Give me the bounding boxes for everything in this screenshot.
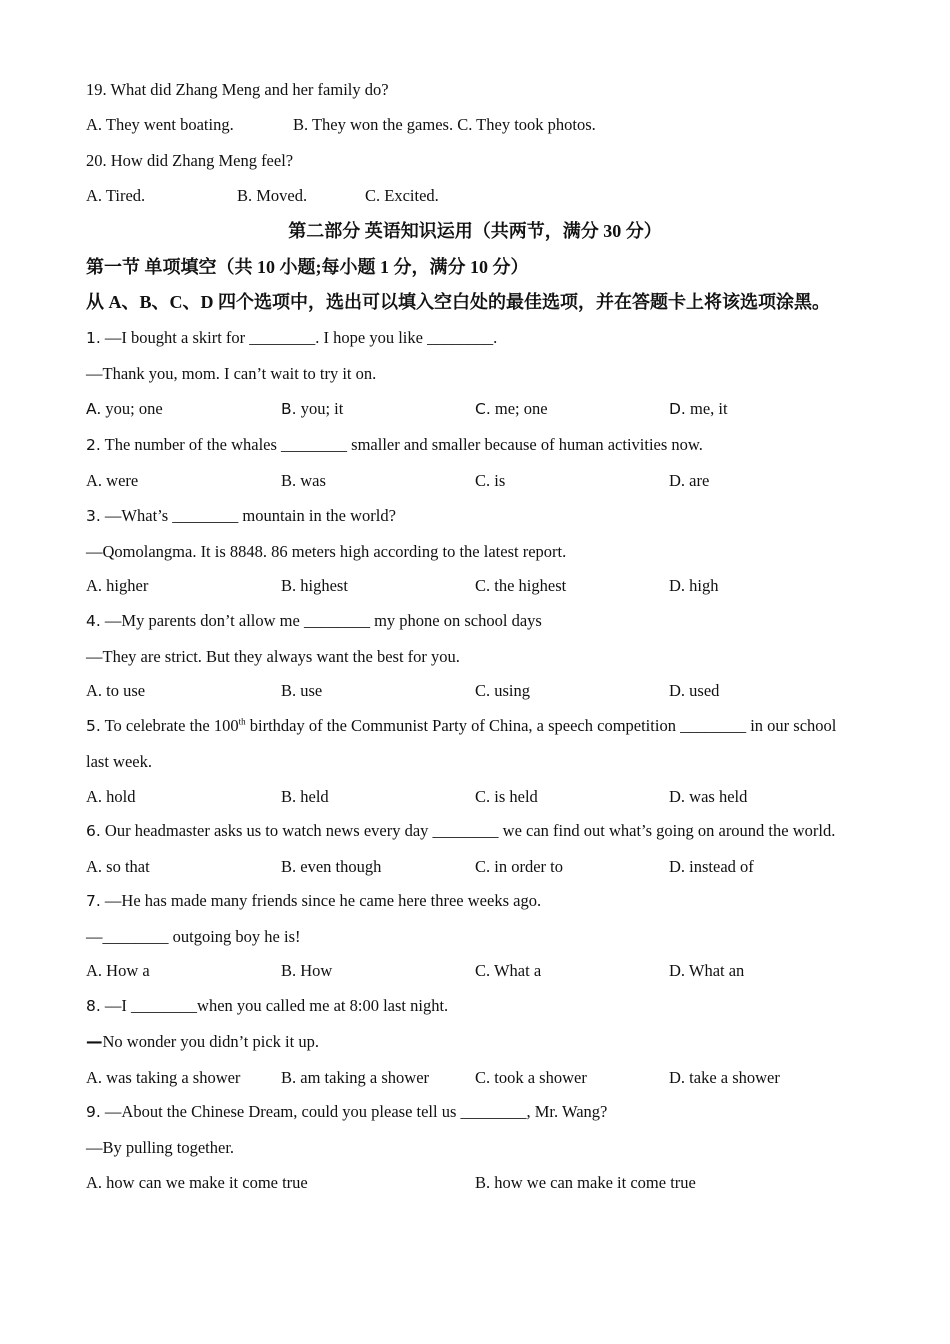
question-8-options (86, 1068, 886, 1088)
option-b (281, 399, 343, 419)
question-number: 8. (86, 997, 101, 1015)
option-text: you; it (296, 399, 344, 418)
question-text-cont: birthday of the Communist Party of China, a speech competition ________ in our school (245, 716, 837, 735)
reply-dash: — (86, 1032, 103, 1051)
question-text: Our headmaster asks us to watch news every day ________ we can find out what’s going on around the world. (104, 821, 836, 840)
question-number: 5. (86, 717, 101, 735)
question-number: 7. (86, 892, 101, 910)
question-9-reply: —By pulling together. (86, 1138, 235, 1157)
option-a: A. to use (86, 681, 146, 700)
option-a: A. How a (86, 961, 150, 980)
option-c: C. is held (475, 787, 538, 806)
question-text: —He has made many friends since he came here three weeks ago. (104, 891, 542, 910)
option-b: B. how we can make it come true (475, 1173, 696, 1192)
option-letter: C. (475, 400, 491, 418)
option-b: B. am taking a shower (281, 1068, 430, 1087)
question-number: 2. (86, 436, 101, 454)
question-8-reply (86, 1032, 319, 1052)
option-d: D. was held (669, 787, 748, 806)
option-text: me, it (685, 399, 728, 418)
question-7 (86, 891, 541, 911)
question-4 (86, 611, 542, 631)
option-a: A. Tired. (86, 186, 146, 205)
question-9-options (86, 1173, 886, 1193)
question-4-reply: —They are strict. But they always want the best for you. (86, 647, 460, 666)
question-20: 20. How did Zhang Meng feel? (86, 151, 294, 170)
question-6 (86, 821, 835, 841)
question-20-options (86, 186, 886, 206)
option-d: D. instead of (669, 857, 754, 876)
question-19: 19. What did Zhang Meng and her family do? (86, 80, 389, 99)
option-c: C. the highest (475, 576, 567, 595)
option-a: A. was taking a shower (86, 1068, 241, 1087)
question-text: —About the Chinese Dream, could you please tell us ________, Mr. Wang? (104, 1102, 608, 1121)
question-4-options (86, 681, 886, 701)
option-b: B. use (281, 681, 323, 700)
question-6-options (86, 857, 886, 877)
option-c: C. What a (475, 961, 542, 980)
ordinal-suffix: th (238, 716, 246, 727)
option-b-c: B. They won the games. C. They took photos. (293, 115, 596, 134)
option-a (86, 399, 163, 419)
option-d (669, 399, 728, 419)
question-number: 6. (86, 822, 101, 840)
option-d: D. take a shower (669, 1068, 780, 1087)
question-7-reply: —________ outgoing boy he is! (86, 927, 301, 946)
option-a: A. hold (86, 787, 136, 806)
option-text: you; one (101, 399, 163, 418)
question-3 (86, 506, 396, 526)
question-number: 1. (86, 329, 101, 347)
question-1-reply: —Thank you, mom. I can’t wait to try it on. (86, 364, 377, 383)
option-d: D. are (669, 471, 710, 490)
question-19-options (86, 115, 886, 135)
option-c: C. Excited. (365, 186, 439, 205)
question-text: —I bought a skirt for ________. I hope you like ________. (104, 328, 498, 347)
option-text: me; one (490, 399, 548, 418)
option-letter: D. (669, 400, 686, 418)
option-c: C. took a shower (475, 1068, 587, 1087)
reply-text: No wonder you didn’t pick it up. (102, 1032, 319, 1051)
option-a: A. so that (86, 857, 150, 876)
question-2 (86, 435, 703, 455)
option-d: D. used (669, 681, 720, 700)
question-3-options (86, 576, 886, 596)
question-8 (86, 996, 448, 1016)
question-7-options (86, 961, 886, 981)
question-5-cont: last week. (86, 752, 152, 771)
question-text: —What’s ________ mountain in the world? (104, 506, 396, 525)
question-9 (86, 1102, 607, 1122)
option-b: B. even though (281, 857, 382, 876)
option-letter: A. (86, 400, 102, 418)
instruction: 从 A、B、C、D 四个选项中，选出可以填入空白处的最佳选项，并在答题卡上将该选项涂黑。 (86, 292, 830, 312)
option-a: A. They went boating. (86, 115, 234, 134)
option-d: D. What an (669, 961, 745, 980)
option-b: B. highest (281, 576, 348, 595)
option-a: A. were (86, 471, 139, 490)
question-text: —My parents don’t allow me ________ my phone on school days (104, 611, 542, 630)
option-b: B. How (281, 961, 333, 980)
question-number: 4. (86, 612, 101, 630)
question-5-options (86, 787, 886, 807)
question-1 (86, 328, 497, 348)
question-text: To celebrate the 100 (104, 716, 239, 735)
question-5 (86, 716, 836, 736)
option-a: A. higher (86, 576, 149, 595)
question-3-reply: —Qomolangma. It is 8848. 86 meters high according to the latest report. (86, 542, 567, 561)
question-text: —I ________when you called me at 8:00 last night. (104, 996, 449, 1015)
option-c (475, 399, 548, 419)
option-letter: B. (281, 400, 297, 418)
question-1-options (86, 399, 886, 419)
question-text: The number of the whales ________ smaller and smaller because of human activities now. (104, 435, 703, 454)
question-2-options (86, 471, 886, 491)
option-b: B. was (281, 471, 326, 490)
question-number: 3. (86, 507, 101, 525)
option-c: C. using (475, 681, 531, 700)
option-a: A. how can we make it come true (86, 1173, 308, 1192)
question-number: 9. (86, 1103, 101, 1121)
option-b: B. held (281, 787, 329, 806)
section-1-title: 第一节 单项填空（共 10 小题;每小题 1 分，满分 10 分） (86, 257, 529, 277)
option-d: D. high (669, 576, 719, 595)
option-c: C. is (475, 471, 506, 490)
option-c: C. in order to (475, 857, 563, 876)
part-2-title: 第二部分 英语知识运用（共两节，满分 30 分） (288, 221, 662, 241)
option-b: B. Moved. (237, 186, 308, 205)
